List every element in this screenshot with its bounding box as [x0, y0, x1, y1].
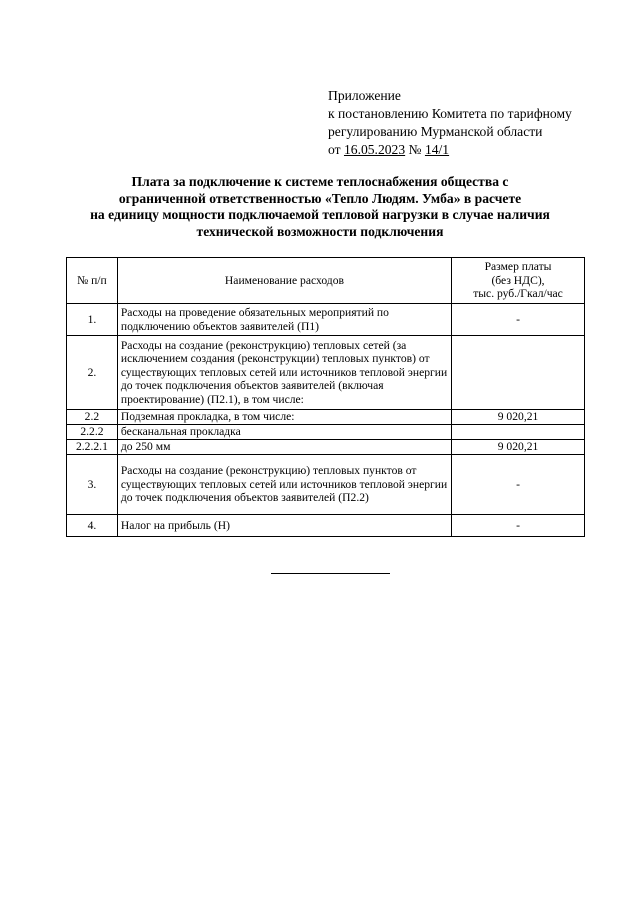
row-fee: - [452, 515, 585, 537]
row-number: 2.2.2.1 [67, 440, 118, 455]
row-number: 2.2.2 [67, 425, 118, 440]
row-fee [452, 425, 585, 440]
row-fee: 9 020,21 [452, 440, 585, 455]
document-title [40, 174, 600, 240]
row-expense-name: Расходы на проведение обязательных мероприятий по подключению объектов заявителей (П1) [117, 304, 451, 336]
table-row [67, 425, 585, 440]
header-fee-line-1: Размер платы [484, 260, 552, 274]
title-line-4: технической возможности подключения [196, 223, 444, 239]
resolution-number: 14/1 [424, 142, 450, 157]
appendix-resolution-line: к постановлению Комитета по тарифному [328, 106, 572, 121]
appendix-date-line [328, 141, 572, 159]
row-expense-name: бесканальная прокладка [117, 425, 451, 440]
table-row [67, 515, 585, 537]
row-expense-name: Подземная прокладка, в том числе: [117, 410, 451, 425]
row-fee [452, 336, 585, 410]
row-fee: 9 020,21 [452, 410, 585, 425]
header-number: № п/п [67, 258, 118, 304]
appendix-block [328, 87, 572, 159]
table-row [67, 336, 585, 410]
row-number: 2. [67, 336, 118, 410]
row-number: 3. [67, 455, 118, 515]
row-expense-name: до 250 мм [117, 440, 451, 455]
appendix-label: Приложение [328, 88, 401, 103]
header-fee-line-3: тыс. руб./Гкал/час [473, 287, 563, 301]
header-fee-line-2: (без НДС), [491, 273, 545, 287]
row-number: 4. [67, 515, 118, 537]
row-number: 1. [67, 304, 118, 336]
row-expense-name: Налог на прибыль (Н) [117, 515, 451, 537]
table-row [67, 410, 585, 425]
table-row [67, 304, 585, 336]
row-expense-name: Расходы на создание (реконструкцию) тепловых пунктов от существующих тепловых сетей или источников тепловой энергии до точек подключения объектов заявителей (П2.2) [117, 455, 451, 515]
resolution-date: 16.05.2023 [343, 142, 406, 157]
row-number: 2.2 [67, 410, 118, 425]
appendix-committee-line: регулированию Мурманской области [328, 124, 543, 139]
number-prefix: № [408, 142, 422, 157]
header-expense-name: Наименование расходов [117, 258, 451, 304]
row-expense-name: Расходы на создание (реконструкцию) тепловых сетей (за исключением создания (реконструкции) тепловых пунктов) от существующих тепловых сетей или источников тепловой энергии до точек подключения объектов заявителей (включая проектирование) (П2.1), в том числе: [117, 336, 451, 410]
title-line-3: на единицу мощности подключаемой тепловой нагрузки в случае наличия [90, 207, 550, 222]
date-prefix: от [328, 142, 341, 157]
closing-divider [271, 573, 390, 574]
table-row [67, 440, 585, 455]
row-fee: - [452, 455, 585, 515]
fee-table [66, 257, 585, 537]
title-line-2: ограниченной ответственностью «Тепло Людям. Умба» в расчете [118, 190, 522, 206]
header-fee [452, 258, 585, 304]
title-line-1: Плата за подключение к системе теплоснабжения общества с [131, 174, 509, 189]
row-fee: - [452, 304, 585, 336]
table-row [67, 455, 585, 515]
table-header-row [67, 258, 585, 304]
